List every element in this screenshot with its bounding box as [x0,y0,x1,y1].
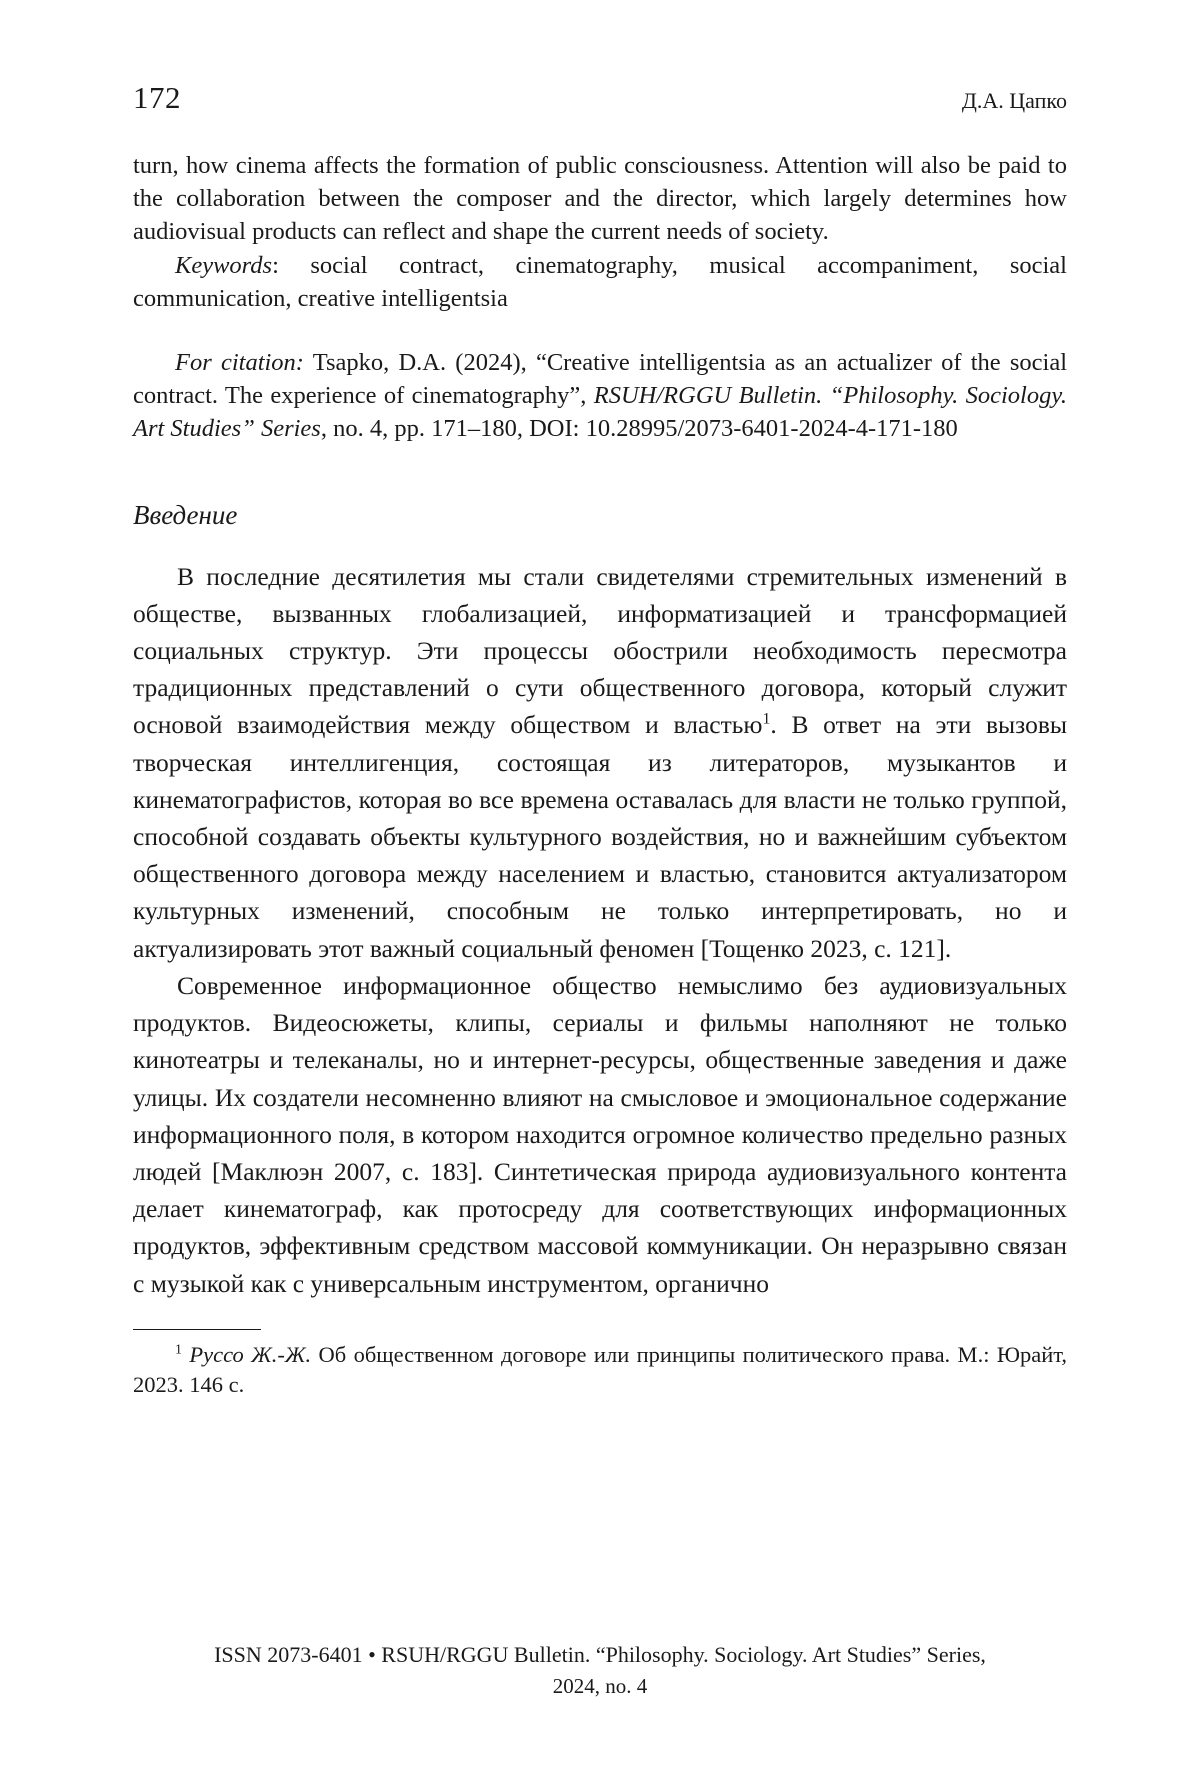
citation-part-2: , no. 4, pp. 171–180, DOI: 10.28995/2073-6401-2024-4-171-180 [320,415,958,443]
keywords-text: : social contract, cinematography, musical accompaniment, social communication, creative intelligentsia [133,251,1067,312]
abstract-section [133,149,1067,315]
page-number: 172 [133,80,181,115]
footer-line-2: 2024, no. 4 [552,1673,648,1698]
abstract-tail-paragraph: turn, how cinema affects the formation of public consciousness. Attention will also be paid to the collaboration between the composer and the director, which largely determines how audiovisual products can reflect and shape the current needs of society. [133,152,1067,246]
body-paragraph-1-part-b: . В ответ на эти вызовы творческая интеллигенция, состоящая из литераторов, музыкантов и кинематографистов, которая во все времена оставалась для власти не только группой, способной создавать объекты культурного воздействия, но и важнейшим субъектом общественного договора между населением и властью, становится актуализатором культурных изменений, способным не только интерпретировать, но и актуализировать этот важный социальный феномен [Тощенко 2023, с. 121]. [133,710,1067,963]
footnote-author: Руссо Ж.-Ж. [181,1341,312,1367]
page-content [133,0,1067,1401]
footnote-marker-inline: 1 [762,710,771,728]
running-head-author: Д.А. Цапко [961,88,1067,113]
keywords-label: Keywords [175,251,273,279]
citation-journal: RSUH/RGGU Bulletin. “Philosophy. Sociology. Art Studies” Series [133,382,1067,443]
footnote-text: Об общественном договоре или принципы политического права. М.: Юрайт, 2023. 146 с. [133,1341,1068,1398]
section-heading-introduction: Введение [133,500,238,531]
body-paragraph-1 [133,558,1067,967]
citation-label: For citation: [175,348,304,376]
footnote-number: 1 [175,1342,182,1358]
footer-line-1: ISSN 2073-6401 • RSUH/RGGU Bulletin. “Philosophy. Sociology. Art Studies” Series, [214,1642,986,1667]
footnote-1 [133,1340,1067,1401]
citation-part-1: Tsapko, D.A. (2024), “Creative intelligentsia as an actualizer of the social contract. The experience of cinematography”, [133,348,1067,409]
citation-block [133,346,1067,445]
body-text [133,558,1067,1302]
running-head [133,80,1067,116]
footnote-separator-rule [133,1329,261,1330]
keywords-paragraph [133,249,1067,315]
body-paragraph-2: Современное информационное общество немыслимо без аудиовизуальных продуктов. Видеосюжеты, клипы, сериалы и фильмы наполняют не только кинотеатры и телеканалы, но и интернет-ресурсы, общественные заведения и даже улицы. Их создатели несомненно влияют на смысловое и эмоциональное содержание информационного поля, в котором находится огромное количество предельно разных людей [Маклюэн 2007, с. 183]. Синтетическая природа аудиовизуального контента делает кинематограф, как протосреду для соответствующих информационных продуктов, эффективным средством массовой коммуникации. Он неразрывно связан с музыкой как с универсальным инструментом, органично [133,970,1067,1298]
page-footer [133,1639,1067,1701]
body-paragraph-1-part-a: В последние десятилетия мы стали свидетелями стремительных изменений в обществе, вызванных глобализацией, информатизацией и трансформацией социальных структур. Эти процессы обострили необходимость пересмотра традиционных представлений о сути общественного договора, который служит основой взаимодействия между обществом и властью [133,561,1067,740]
